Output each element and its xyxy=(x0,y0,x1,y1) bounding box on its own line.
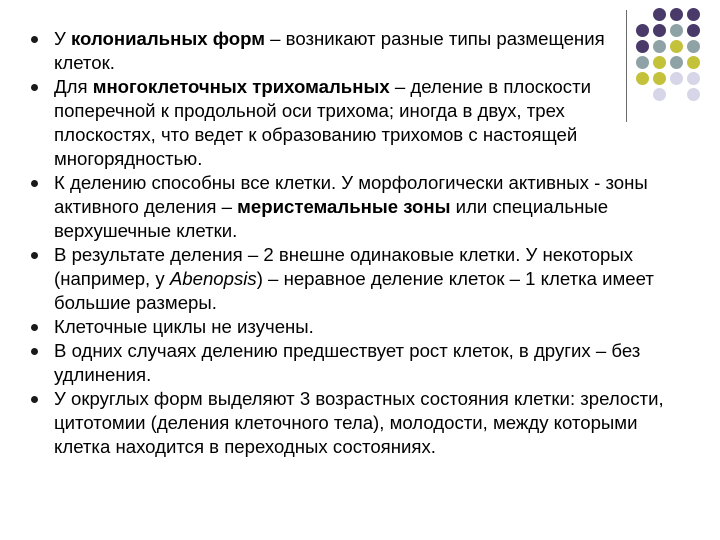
decorative-dot xyxy=(670,40,683,53)
bullet-dot-icon xyxy=(31,252,38,259)
bullet-item xyxy=(28,75,668,171)
bullet-item xyxy=(28,171,668,243)
bullet-item xyxy=(28,27,668,75)
bullet-text: У округлых форм выделяют 3 возрастных состояния клетки: зрелости, цитотомии (деления клеточного тела), молодости, между которыми клетка находится в переходных состояниях. xyxy=(54,388,664,457)
decorative-dot xyxy=(687,24,700,37)
decorative-dot xyxy=(670,72,683,85)
bullet-item xyxy=(28,387,668,459)
bullet-text: Клеточные циклы не изучены. xyxy=(54,316,314,337)
bullet-text: У xyxy=(54,28,71,49)
decorative-dot xyxy=(687,88,700,101)
bullet-dot-icon xyxy=(31,84,38,91)
decorative-dot xyxy=(687,56,700,69)
bullet-item xyxy=(28,243,668,315)
bullet-text: – возникают разные типы размещения клеток. xyxy=(54,28,605,73)
italic-term: Abenopsis xyxy=(169,268,257,289)
bullet-dot-icon xyxy=(31,36,38,43)
decorative-dot xyxy=(687,72,700,85)
bold-term: многоклеточных трихомальных xyxy=(92,76,390,97)
decorative-dot xyxy=(670,88,683,101)
bullet-dot-icon xyxy=(31,180,38,187)
bullet-text: ) – неравное деление клеток – 1 клетка имеет большие размеры. xyxy=(54,268,654,313)
bullet-dot-icon xyxy=(31,348,38,355)
decorative-dot xyxy=(687,40,700,53)
decorative-dot xyxy=(653,8,666,21)
bullet-item xyxy=(28,339,668,387)
bullet-item xyxy=(28,315,668,339)
bullet-dot-icon xyxy=(31,324,38,331)
bullet-text: В результате деления – 2 внешне одинаковые клетки. У некоторых (например, у xyxy=(54,244,634,289)
decorative-dot xyxy=(670,56,683,69)
bullet-text: или специальные верхушечные клетки. xyxy=(54,196,609,241)
decorative-dot xyxy=(636,8,649,21)
bullet-list xyxy=(28,27,668,459)
decorative-dot xyxy=(687,8,700,21)
bullet-dot-icon xyxy=(31,396,38,403)
bold-term: меристемальные зоны xyxy=(237,196,451,217)
bullet-text: К делению способны все клетки. У морфологически активных - зоны активного деления – xyxy=(54,172,648,217)
decorative-dot xyxy=(670,8,683,21)
decorative-dot xyxy=(670,24,683,37)
bullet-text: В одних случаях делению предшествует рост клеток, в других – без удлинения. xyxy=(54,340,641,385)
bold-term: колониальных форм xyxy=(70,28,265,49)
bullet-text: Для xyxy=(54,76,93,97)
bullet-text: – деление в плоскости поперечной к продольной оси трихома; иногда в двух, трех плоскостях, что ведет к образованию трихомов с настоящей многорядностью. xyxy=(54,76,591,169)
